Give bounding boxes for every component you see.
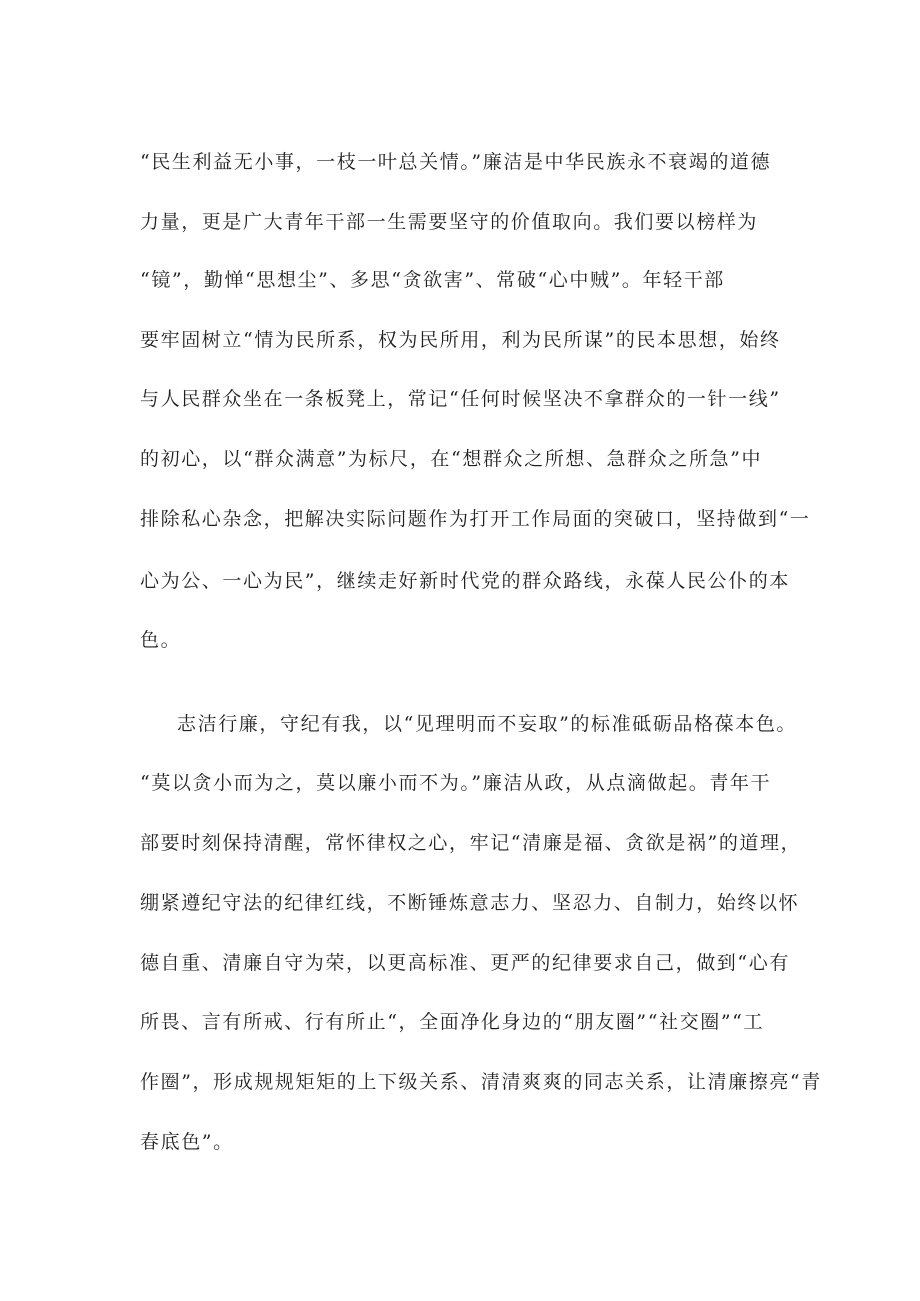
paragraph-line: “镜”，勤惮“思想尘”、多思“贪欲害”、常破“心中贼”。年轻干部 <box>140 269 725 291</box>
paragraph-line: “民生利益无小事，一枝一叶总关情。”廉洁是中华民族永不衰竭的道德 <box>140 151 772 173</box>
paragraph-line: 部要时刻保持清醒，常怀律权之心，牢记“清廉是福、贪欲是祸”的道理， <box>140 832 802 854</box>
paragraph-line: 与人民群众坐在一条板凳上，常记“任何时候坚决不拿群众的一针一线” <box>140 388 781 410</box>
paragraph-line: 心为公、一心为民”，继续走好新时代党的群众路线，永葆人民公仆的本 <box>140 570 790 592</box>
paragraph-line: 德自重、清廉自守为荣，以更高标准、更严的纪律要求自己，做到“心有 <box>140 952 790 974</box>
paragraph-line: “莫以贪小而为之，莫以廉小而不为。”廉洁从政，从点滴做起。青年干 <box>140 772 772 794</box>
paragraph-line: 作圈”，形成规规矩矩的上下级关系、清清爽爽的同志关系，让清廉擦亮“青 <box>140 1071 822 1093</box>
paragraph-line: 春底色”。 <box>140 1131 234 1153</box>
paragraph-line: 所畏、言有所戒、行有所止“，全面净化身边的“朋友圈”“社交圈”“工 <box>140 1011 765 1033</box>
paragraph-line: 要牢固树立“情为民所系，权为民所用，利为民所谋”的民本思想，始终 <box>140 329 781 351</box>
paragraph-line: 绷紧遵纪守法的纪律红线，不断锤炼意志力、坚忍力、自制力，始终以怀 <box>140 892 800 914</box>
paragraph-line: 志洁行廉，守纪有我，以“见理明而不妄取”的标准砥砺品格葆本色。 <box>177 713 798 735</box>
paragraph-line: 力量，更是广大青年干部一生需要坚守的价值取向。我们要以榜样为 <box>140 211 759 233</box>
paragraph-line: 色。 <box>140 629 182 651</box>
paragraph-line: 的初心，以“群众满意”为标尺，在“想群众之所想、急群众之所急”中 <box>140 448 763 470</box>
paragraph-line: 排除私心杂念，把解决实际问题作为打开工作局面的突破口，坚持做到“一 <box>140 508 811 530</box>
